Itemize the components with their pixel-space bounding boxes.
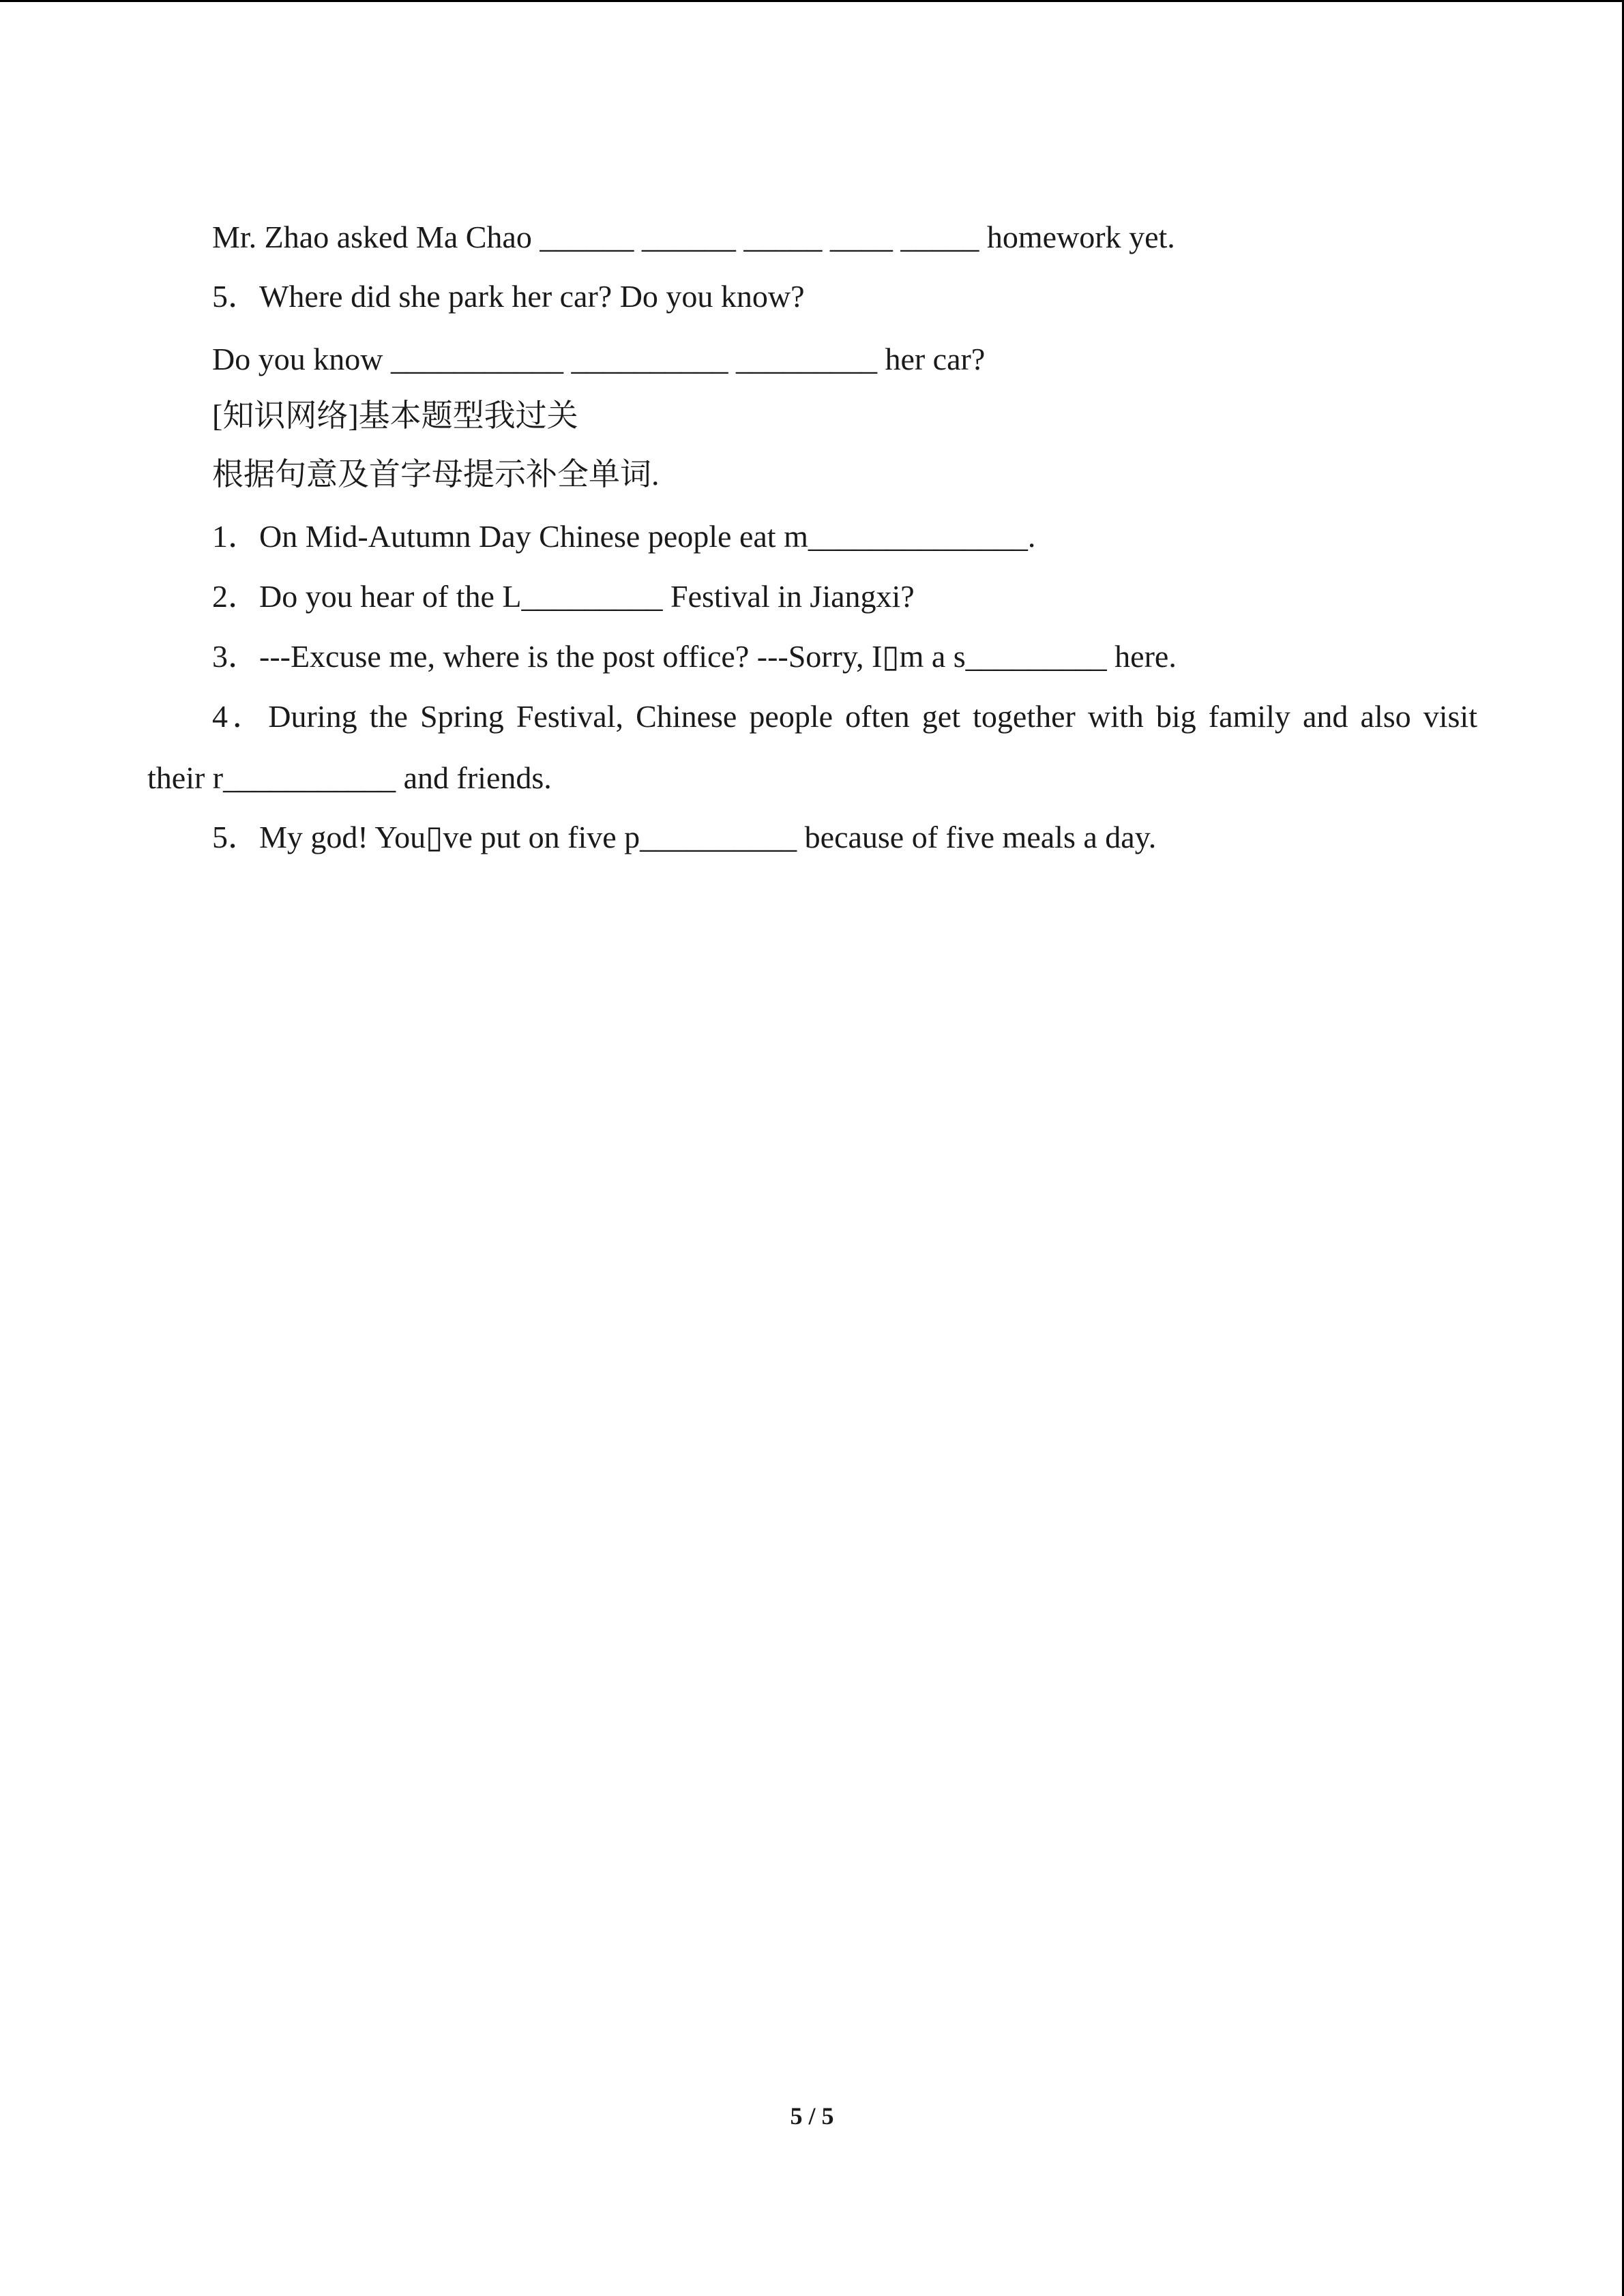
fill-blank-5: 5．My god! You▯ve put on five p__________ because of five meals a day. [212, 820, 1157, 854]
page-number: 5 / 5 [790, 2102, 834, 2130]
fill-blank-1: 1．On Mid-Autumn Day Chinese people eat m______________. [212, 519, 1036, 554]
question-5-answer-line: Do you know ___________ __________ _________ her car? [212, 342, 986, 376]
section-heading: [知识网络]基本题型我过关 [212, 398, 578, 433]
text-line-1: Mr. Zhao asked Ma Chao ______ ______ _____ ____ _____ homework yet. [212, 220, 1175, 254]
fill-blank-4-line-2: their r___________ and friends. [147, 760, 552, 795]
section-instruction: 根据句意及首字母提示补全单词. [212, 457, 660, 492]
fill-blank-4-line-1: 4．During the Spring Festival, Chinese people often get together with big family and also visit [212, 699, 1477, 734]
fill-blank-3: 3．---Excuse me, where is the post office? ---Sorry, I▯m a s_________ here. [212, 639, 1177, 674]
question-5-prompt: 5．Where did she park her car? Do you know? [212, 279, 805, 314]
fill-blank-2: 2．Do you hear of the L_________ Festival in Jiangxi? [212, 579, 915, 614]
page-border-top [0, 0, 1624, 2]
